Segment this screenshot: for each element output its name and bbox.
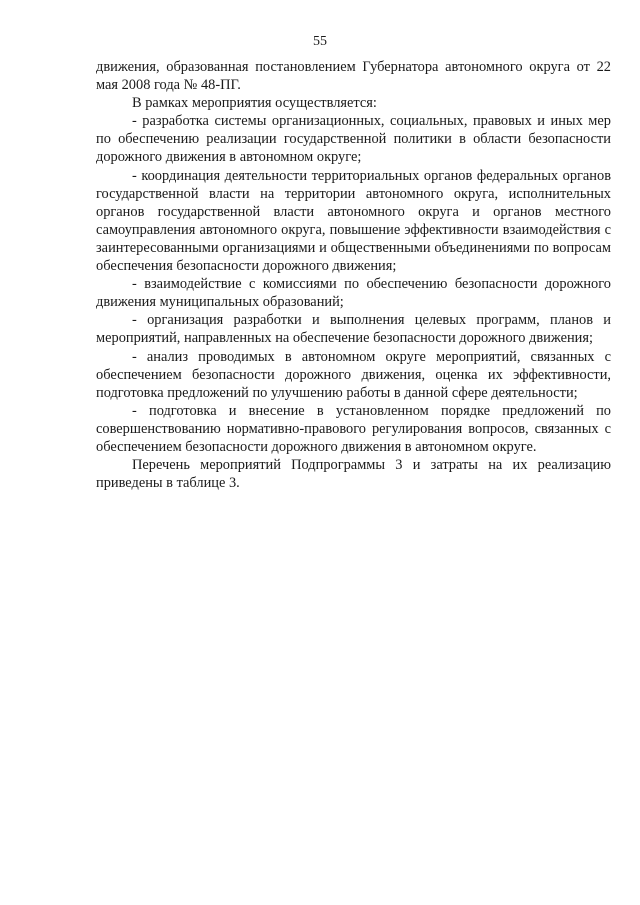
page-number: 55 (313, 34, 327, 49)
list-item-program-organization: - организация разработки и выполнения целевых программ, планов и мероприятий, направленных на обеспечение безопасности дорожного движения; (96, 312, 611, 347)
list-item-proposals: - подготовка и внесение в установленном порядке предложений по совершенствованию нормативно-правового регулирования вопросов, связанных с обеспечением безопасности дорожного движения в автономном округе. (96, 402, 611, 455)
paragraph-continuation: движения, образованная постановлением Губернатора автономного округа от 22 мая 2008 года № 48-ПГ. (96, 59, 611, 94)
list-item-commission-interaction: - взаимодействие с комиссиями по обеспечению безопасности дорожного движения муниципальных образований; (96, 276, 611, 311)
paragraph-table-reference: Перечень мероприятий Подпрограммы 3 и затраты на их реализацию приведены в таблице 3. (96, 457, 611, 492)
list-item-analysis: - анализ проводимых в автономном округе мероприятий, связанных с обеспечением безопасности дорожного движения, оценка их эффективности, подготовка предложений по улучшению работы в данной сфере деятельности; (96, 348, 611, 401)
document-body (96, 58, 611, 492)
paragraph-intro: В рамках мероприятия осуществляется: (132, 95, 377, 112)
list-item-system-development: - разработка системы организационных, социальных, правовых и иных мер по обеспечению реализации государственной политики в области безопасности дорожного движения в автономном округе; (96, 113, 611, 166)
list-item-coordination: - координация деятельности территориальных органов федеральных органов государственной власти на территории автономного округа, исполнительных органов государственной власти автономного округа и органов местного самоуправления автономного округа, повышение эффективности взаимодействия с заинтересованными организациями и общественными объединениями по вопросам обеспечения безопасности дорожного движения; (96, 167, 611, 275)
